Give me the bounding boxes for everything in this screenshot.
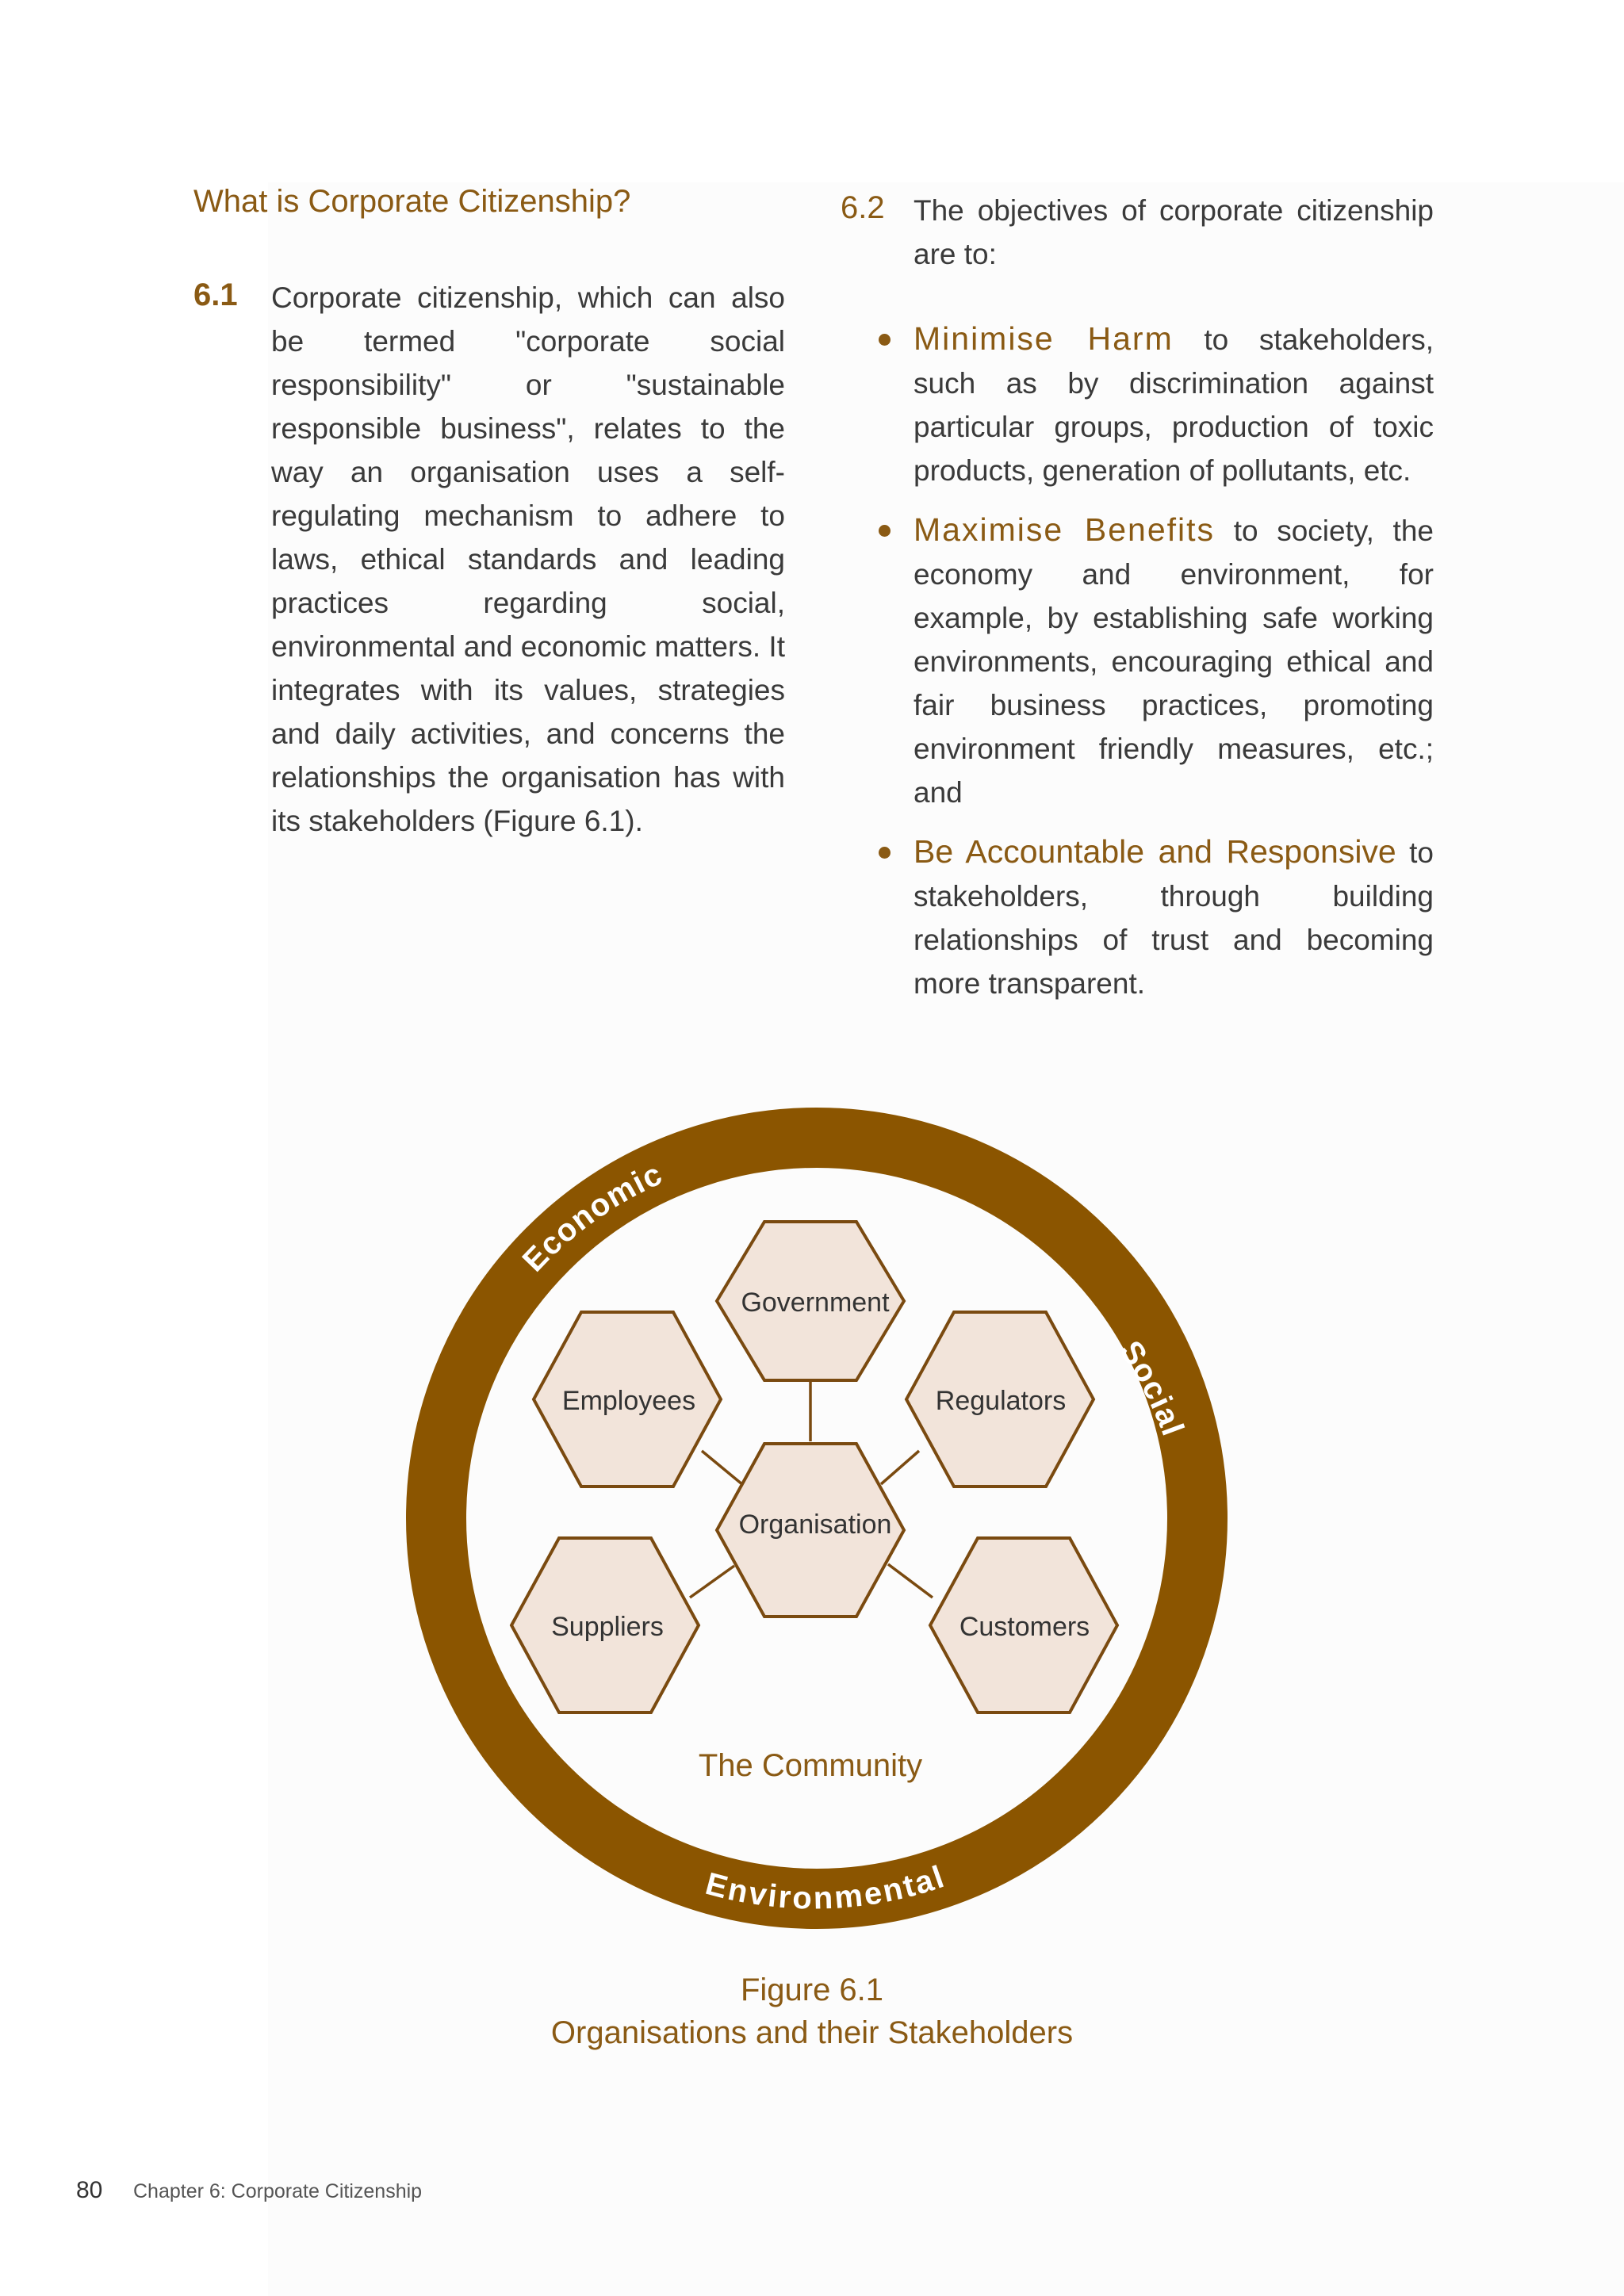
ring-label-economic: Economic (515, 1156, 668, 1279)
bullet-icon (879, 525, 891, 537)
ring-label-social: Social (1113, 1334, 1191, 1442)
paragraph-6-2-intro: The objectives of corporate citizenship are to: (914, 194, 1434, 270)
objective-term: Be Accountable and Responsive (914, 833, 1396, 870)
figure-caption-number: Figure 6.1 (740, 1973, 884, 2007)
bullet-icon (879, 847, 891, 859)
paragraph-number-6-1: 6.1 (193, 277, 238, 312)
community-label: The Community (698, 1748, 923, 1783)
label-regulators: Regulators (935, 1386, 1067, 1416)
objective-item (914, 830, 1434, 1005)
objective-term: Minimise Harm (914, 320, 1174, 357)
label-government: Government (741, 1288, 890, 1318)
label-organisation: Organisation (738, 1510, 892, 1540)
page-number: 80 (76, 2177, 103, 2203)
objectives-list (914, 317, 1434, 1021)
section-heading: What is Corporate Citizenship? (193, 184, 631, 219)
objective-text: to stakeholders, through building relationships of trust and becoming more transparent. (914, 836, 1434, 1000)
objective-item (914, 317, 1434, 492)
stakeholder-diagram (396, 1098, 1237, 1938)
objective-text: to stakeholders, such as by discrimination against particular groups, production of toxic products, generation of pollutants, etc. (914, 323, 1434, 487)
figure-caption-title: Organisations and their Stakeholders (550, 2015, 1074, 2050)
objective-text: to society, the economy and environment, for example, by establishing safe working environments, encouraging ethical and fair business practices, promoting environment friendly measures, etc.; and (914, 515, 1434, 809)
label-suppliers: Suppliers (551, 1612, 664, 1642)
paragraph-6-1: Corporate citizenship, which can also be termed "corporate social responsibility" or "sustainable responsible business", relates to the way an organisation uses a self-regulating mechanism to adhere to laws, ethical standards and leading practices regarding social, environmental and economic matters. It integrates with its values, strategies and daily activities, and concerns the relationships the organisation has with its stakeholders (Figure 6.1). (271, 281, 785, 837)
footer-chapter: Chapter 6: Corporate Citizenship (133, 2180, 423, 2202)
objective-term: Maximise Benefits (914, 511, 1216, 548)
paragraph-number-6-2: 6.2 (841, 190, 885, 225)
bullet-icon (879, 334, 891, 346)
objective-item (914, 508, 1434, 814)
label-customers: Customers (959, 1612, 1090, 1642)
ring-label-environmental: Environmental (702, 1858, 950, 1916)
label-employees: Employees (561, 1386, 696, 1416)
